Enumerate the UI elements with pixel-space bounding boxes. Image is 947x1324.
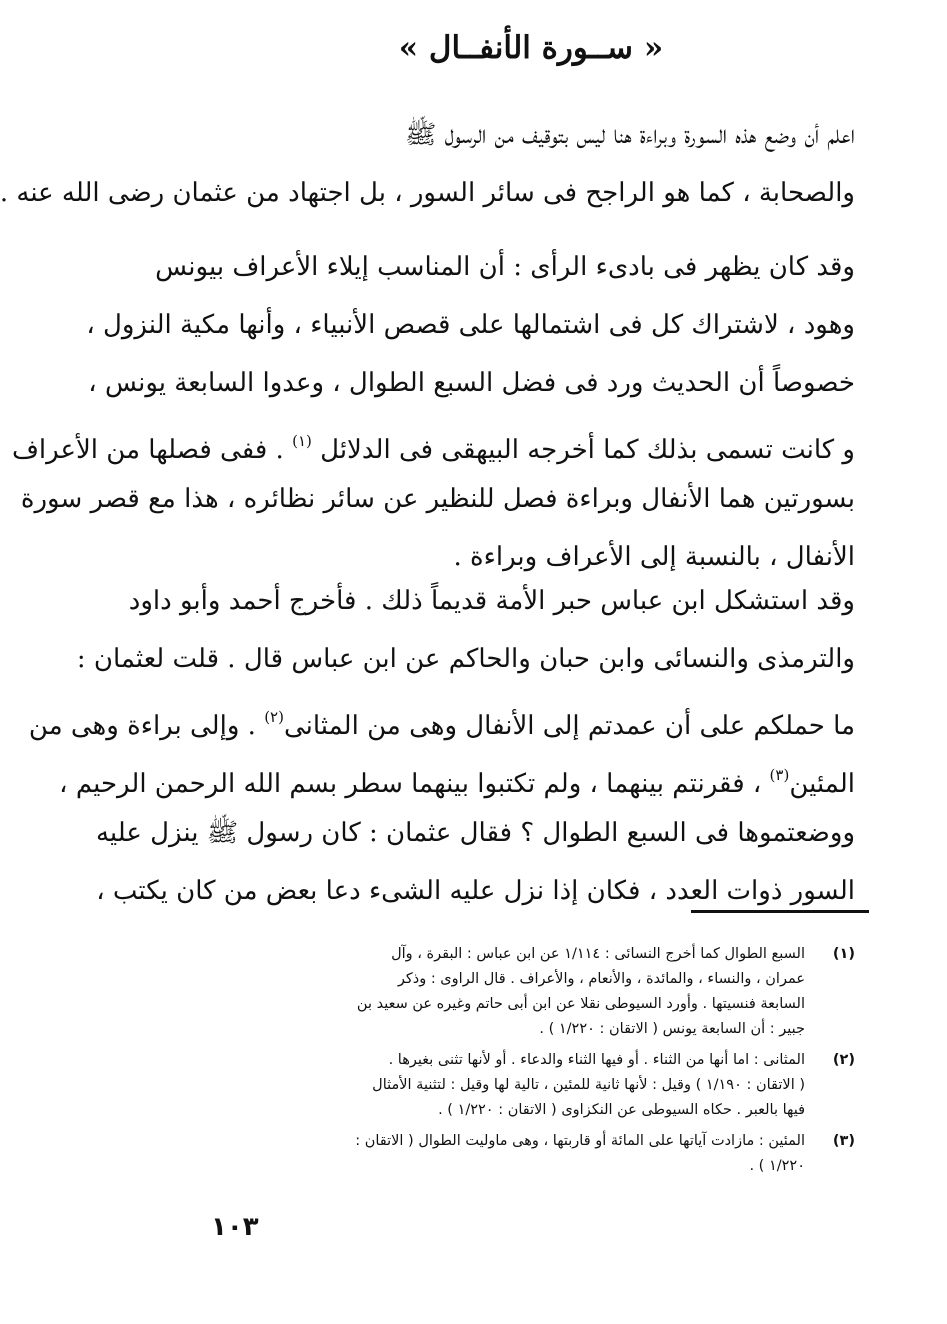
text-segment: المئين bbox=[789, 769, 855, 799]
text-line: الأنفال ، بالنسبة إلى الأعراف وبراءة . bbox=[453, 542, 855, 572]
page-number: ١٠٣ bbox=[211, 1212, 259, 1242]
paragraph-1 bbox=[0, 106, 855, 222]
footnote-line: ١/٢٢٠ ) . bbox=[749, 1158, 805, 1174]
footnote-line: المثانى : اما أنها من الثناء . أو فيها الثناء والدعاء . أو لأنها تثنى بغيرها . bbox=[388, 1052, 805, 1068]
text-line: وقد استشكل ابن عباس حبر الأمة قديماً ذلك . فأخرج أحمد وأبو داود bbox=[128, 586, 855, 616]
footnote-line: السابعة فنسيتها . وأورد السيوطى نقلا عن ابن أبى حاتم وغيره عن سعيد بن bbox=[356, 996, 805, 1012]
footnote-marker-2[interactable]: (٢) bbox=[264, 708, 284, 726]
text-line bbox=[28, 688, 855, 746]
footnote-line: عمران ، والنساء ، والمائدة ، والأنعام ، والأعراف . قال الراوى : وذكر bbox=[397, 971, 805, 987]
footnote-marker-3[interactable]: (٣) bbox=[769, 766, 790, 784]
text-line: اعلم أن وضع هذه السورة وبراءة هنا ليس بتوقيف من الرسول ﷺ bbox=[405, 120, 855, 150]
text-segment: و كانت تسمى بذلك كما أخرجه البيهقى فى الدلائل bbox=[320, 435, 855, 465]
footnote-line: السبع الطوال كما أخرج النسائى : ١/١١٤ عن ابن عباس : البقرة ، وآل bbox=[391, 946, 805, 962]
text-segment: ما حملكم على أن عمدتم إلى الأنفال وهى من المثانى bbox=[283, 711, 855, 741]
footnote-line: جبير : أن السابعة يونس ( الاتقان : ١/٢٢٠ ) . bbox=[539, 1021, 805, 1037]
footnote-3 bbox=[195, 1129, 855, 1179]
footnote-line: المئين : مازادت آياتها على المائة أو قاربتها ، وهى ماوليت الطوال ( الاتقان : bbox=[355, 1133, 805, 1149]
text-line: السور ذوات العدد ، فكان إذا نزل عليه الشىء دعا بعض من كان يكتب ، bbox=[96, 876, 855, 906]
text-segment: ، فقرنتم بينهما ، ولم تكتبوا بينهما سطر بسم الله الرحمن الرحيم ، bbox=[59, 769, 762, 799]
text-line: والترمذى والنسائى وابن حبان والحاكم عن ابن عباس قال . قلت لعثمان : bbox=[76, 644, 855, 674]
text-line bbox=[11, 412, 855, 470]
footnote-number: (٣) bbox=[832, 1133, 855, 1149]
text-line: بسورتين هما الأنفال وبراءة فصل للنظير عن سائر نظائره ، هذا مع قصر سورة bbox=[20, 484, 855, 514]
footnote-1 bbox=[195, 942, 855, 1042]
footnote-marker-1[interactable]: (١) bbox=[292, 432, 312, 450]
footnote-number: (١) bbox=[832, 946, 855, 962]
text-segment: . ففى فصلها من الأعراف bbox=[11, 435, 284, 465]
text-line bbox=[59, 746, 855, 804]
footnote-line: ( الاتقان : ١/١٩٠ ) وقيل : لأنها ثانية للمئين ، تالية لها وقيل : لتثنية الأمثال bbox=[372, 1077, 805, 1093]
text-line: خصوصاً أن الحديث ورد فى فضل السبع الطوال ، وعدوا السابعة يونس ، bbox=[88, 368, 855, 398]
surah-title: « ســورة الأنفــال » bbox=[398, 30, 664, 66]
text-line: ووضعتموها فى السبع الطوال ؟ فقال عثمان : كان رسول ﷺ ينزل عليه bbox=[95, 818, 855, 848]
footnotes-section bbox=[195, 942, 855, 1185]
footnote-2 bbox=[195, 1048, 855, 1123]
text-line: والصحابة ، كما هو الراجح فى سائر السور ، بل اجتهاد من عثمان رضى الله عنه . bbox=[0, 178, 855, 208]
text-line: وهود ، لاشتراك كل فى اشتمالها على قصص الأنبياء ، وأنها مكية النزول ، bbox=[86, 310, 855, 340]
paragraph-2 bbox=[11, 238, 855, 586]
footnote-line: فيها بالعبر . حكاه السيوطى عن النكزاوى ( الاتقان : ١/٢٢٠ ) . bbox=[438, 1102, 805, 1118]
text-segment: . وإلى براءة وهى من bbox=[28, 711, 256, 741]
text-line: وقد كان يظهر فى بادىء الرأى : أن المناسب إيلاء الأعراف بيونس bbox=[155, 252, 855, 282]
footnote-number: (٢) bbox=[832, 1052, 855, 1068]
footnote-separator bbox=[691, 910, 869, 913]
paragraph-3 bbox=[28, 572, 855, 920]
